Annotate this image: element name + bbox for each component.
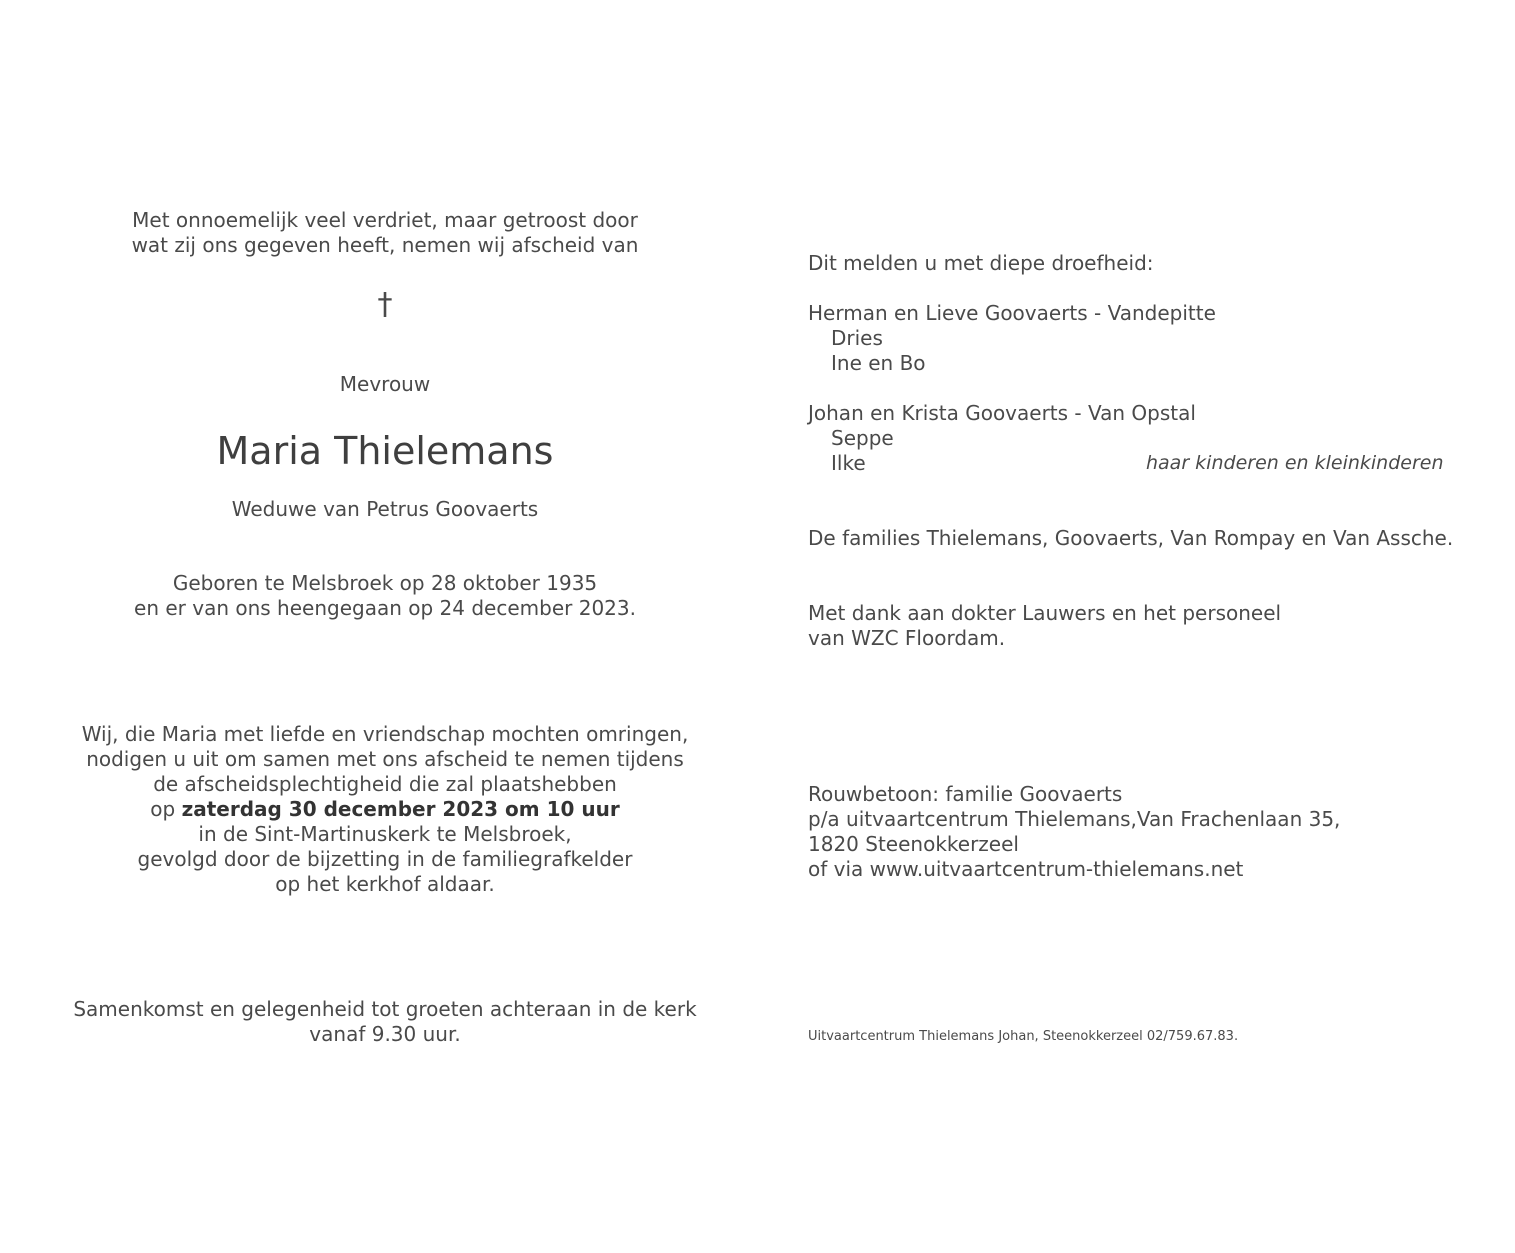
invitation-op: op [150,797,182,821]
condolence-address [808,782,1340,882]
family-child: Ilke [831,451,866,475]
thanks-line: Met dank aan dokter Lauwers en het personeel [808,601,1282,625]
invitation-line: op het kerkhof aldaar. [275,872,495,896]
invitation-date-line [0,797,770,822]
family-herman [808,301,1216,376]
families-text: De families Thielemans, Goovaerts, Van Rompay en Van Assche. [808,526,1454,550]
family-child: Ine en Bo [831,351,926,375]
gathering-line: vanaf 9.30 uur. [309,1022,461,1046]
intro-text [0,208,770,258]
invitation-line: nodigen u uit om samen met ons afscheid te nemen tijdens [86,747,684,771]
intro-line: Met onnoemelijk veel verdriet, maar getroost door [132,208,638,232]
cross-icon: † [377,287,393,322]
kin-label: haar kinderen en kleinkinderen [1146,452,1444,474]
invitation-line: de afscheidsplechtigheid die zal plaatshebben [153,772,617,796]
family-child: Seppe [831,426,894,450]
condolence-line: 1820 Steenokkerzeel [808,832,1019,856]
family-child: Dries [831,326,883,350]
gathering-line: Samenkomst en gelegenheid tot groeten achteraan in de kerk [73,997,697,1021]
condolence-website: of via www.uitvaartcentrum-thielemans.net [808,857,1244,881]
family-parents: Johan en Krista Goovaerts - Van Opstal [808,401,1196,425]
gathering-text [0,997,770,1047]
invitation-line: Wij, die Maria met liefde en vriendschap mochten omringen, [81,722,689,746]
condolence-line: p/a uitvaartcentrum Thielemans,Van Frachenlaan 35, [808,807,1341,831]
birth-line: Geboren te Melsbroek op 28 oktober 1935 [172,571,598,595]
widow-of: Weduwe van Petrus Goovaerts [231,497,539,521]
death-line: en er van ons heengegaan op 24 december 2023. [134,596,636,620]
family-johan [808,401,1196,476]
thanks-text [808,601,1281,651]
intro-line: wat zij ons gegeven heeft, nemen wij afscheid van [131,233,639,257]
salutation: Mevrouw [339,372,431,396]
life-dates [0,571,770,621]
invitation-line: in de Sint-Martinuskerk te Melsbroek, [198,822,572,846]
funeral-home-footer: Uitvaartcentrum Thielemans Johan, Steenokkerzeel 02/759.67.83. [808,1029,1239,1044]
ceremony-date: zaterdag 30 december 2023 om 10 uur [181,797,620,821]
deceased-name: Maria Thielemans [216,429,554,473]
condolence-line: Rouwbetoon: familie Goovaerts [808,782,1123,806]
invitation [0,722,770,897]
thanks-line: van WZC Floordam. [808,626,1006,650]
invitation-line: gevolgd door de bijzetting in de familiegrafkelder [137,847,633,871]
announce-text: Dit melden u met diepe droefheid: [808,251,1154,275]
family-parents: Herman en Lieve Goovaerts - Vandepitte [808,301,1216,325]
